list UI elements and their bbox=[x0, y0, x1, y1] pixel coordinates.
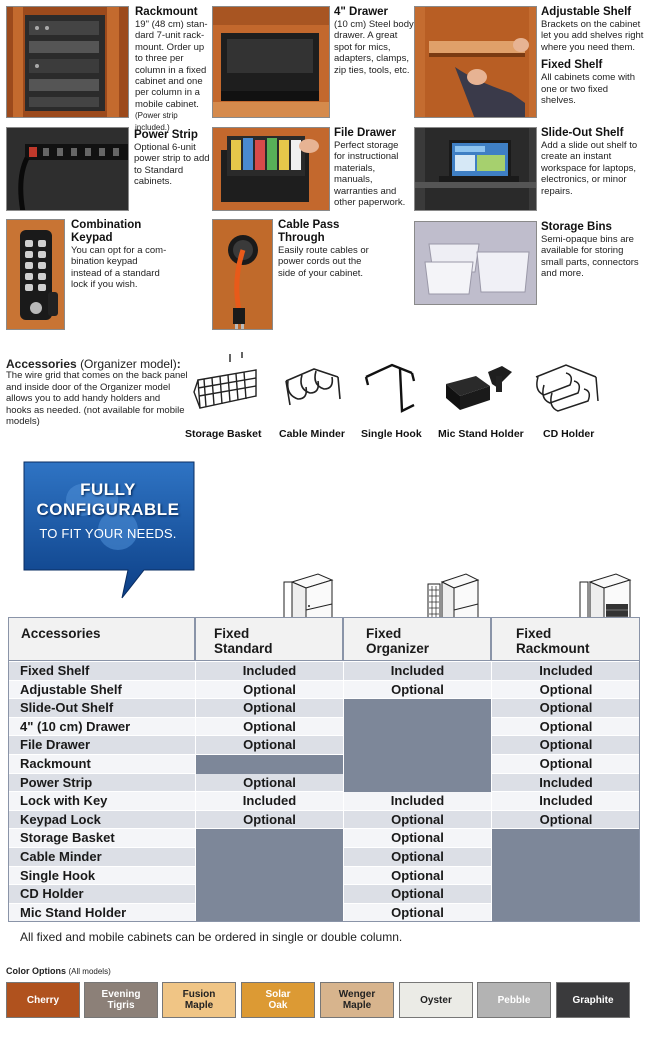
table-cell bbox=[343, 699, 491, 718]
table-row-label: Slide-Out Shelf bbox=[8, 699, 195, 718]
color-swatch-graphite: Graphite bbox=[556, 982, 630, 1018]
color-swatch-cherry: Cherry bbox=[6, 982, 80, 1018]
table-row-label: File Drawer bbox=[8, 736, 195, 755]
table-cell: Included bbox=[195, 662, 343, 681]
table-cell bbox=[491, 885, 640, 904]
power-strip-description: Power Strip Optional 6-unit power strip to add to Standard cabinets. bbox=[134, 129, 212, 188]
table-cell: Optional bbox=[195, 774, 343, 793]
table-cell: Optional bbox=[195, 736, 343, 755]
table-row-label: Single Hook bbox=[8, 867, 195, 886]
accessories-organizer-title: Accessories (Organizer model): bbox=[6, 357, 181, 371]
table-row-label: Power Strip bbox=[8, 774, 195, 793]
cable-pass-photo bbox=[212, 219, 273, 330]
table-row-label: 4" (10 cm) Drawer bbox=[8, 718, 195, 737]
keypad-description: Combination Keypad You can opt for a com-bination keypad instead of a standard lock if you wish. bbox=[71, 219, 167, 291]
table-row-label: Storage Basket bbox=[8, 829, 195, 848]
banner-tagline: TO FIT YOUR NEEDS. bbox=[39, 526, 177, 541]
table-cell: Included bbox=[343, 662, 491, 681]
table-cell bbox=[343, 774, 491, 793]
table-cell: Optional bbox=[343, 885, 491, 904]
file-drawer-title: File Drawer bbox=[334, 127, 396, 139]
table-cell bbox=[491, 867, 640, 886]
mic-stand-holder-label: Mic Stand Holder bbox=[438, 428, 524, 440]
table-row-label: CD Holder bbox=[8, 885, 195, 904]
single-hook-illustration bbox=[360, 355, 420, 419]
keypad-photo bbox=[6, 219, 65, 330]
slide-out-shelf-description: Slide-Out Shelf Add a slide out shelf to create an instant workspace for laptops, electronics, or minor repairs. bbox=[541, 127, 645, 197]
table-cell: Optional bbox=[195, 718, 343, 737]
cable-pass-title: Cable Pass Through bbox=[278, 219, 340, 244]
table-cell: Optional bbox=[491, 811, 640, 830]
file-drawer-photo bbox=[212, 127, 330, 211]
cable-pass-description: Cable Pass Through Easily route cables or power cords out the side of your cabinet. bbox=[278, 219, 369, 279]
table-cell bbox=[491, 848, 640, 867]
adjustable-shelf-description: Adjustable Shelf Brackets on the cabinet let you add shelves right where you need them. Fixed Shelf All cabinets come with one or two fixed shelves. bbox=[541, 6, 644, 107]
table-cell: Included bbox=[491, 774, 640, 793]
table-row-label: Keypad Lock bbox=[8, 811, 195, 830]
table-cell: Optional bbox=[343, 811, 491, 830]
table-cell: Optional bbox=[343, 904, 491, 923]
table-cell bbox=[195, 867, 343, 886]
table-row-label: Mic Stand Holder bbox=[8, 904, 195, 923]
storage-basket-label: Storage Basket bbox=[185, 428, 262, 440]
fixed-shelf-description: All cabinets come with one or two fixed shelves. bbox=[541, 72, 635, 107]
table-cell bbox=[195, 848, 343, 867]
table-cell bbox=[343, 718, 491, 737]
banner-headline: FULLY CONFIGURABLE bbox=[36, 480, 180, 519]
table-cell bbox=[491, 829, 640, 848]
table-cell: Optional bbox=[491, 718, 640, 737]
storage-basket-illustration bbox=[190, 350, 264, 420]
color-swatch-evening-tigris: Evening Tigris bbox=[84, 982, 158, 1018]
table-cell: Optional bbox=[491, 755, 640, 774]
table-row-label: Lock with Key bbox=[8, 792, 195, 811]
adjustable-shelf-photo bbox=[414, 6, 537, 118]
table-cell: Optional bbox=[491, 736, 640, 755]
footnote: All fixed and mobile cabinets can be ordered in single or double column. bbox=[20, 930, 403, 944]
table-cell bbox=[195, 885, 343, 904]
mic-stand-holder-illustration bbox=[442, 362, 518, 418]
table-cell bbox=[343, 736, 491, 755]
slide-out-shelf-photo bbox=[414, 127, 537, 211]
color-options-title: Color Options (All models) bbox=[6, 966, 111, 976]
fully-configurable-banner bbox=[22, 460, 198, 600]
drawer-description: 4" Drawer (10 cm) Steel body drawer. A great spot for mics, adapters, clamps, zip ties, tools, etc. bbox=[334, 6, 414, 76]
table-row-label: Rackmount bbox=[8, 755, 195, 774]
table-cell bbox=[195, 829, 343, 848]
table-cell: Optional bbox=[491, 699, 640, 718]
rackmount-photo bbox=[6, 6, 129, 118]
table-cell: Included bbox=[343, 792, 491, 811]
keypad-title: Combination Keypad bbox=[71, 219, 142, 244]
table-cell: Optional bbox=[343, 848, 491, 867]
table-cell: Included bbox=[195, 792, 343, 811]
color-swatch-oyster: Oyster bbox=[399, 982, 473, 1018]
table-cell: Optional bbox=[343, 829, 491, 848]
color-swatch-pebble: Pebble bbox=[477, 982, 551, 1018]
power-strip-photo bbox=[6, 127, 129, 211]
storage-bins-title: Storage Bins bbox=[541, 221, 612, 233]
table-header-fixed-organizer: Fixed Organizer bbox=[343, 617, 491, 661]
adjustable-shelf-title: Adjustable Shelf bbox=[541, 6, 632, 18]
table-cell: Included bbox=[491, 662, 640, 681]
table-row-label: Cable Minder bbox=[8, 848, 195, 867]
table-header-accessories: Accessories bbox=[8, 617, 195, 661]
power-strip-title: Power Strip bbox=[134, 129, 198, 141]
table-cell bbox=[195, 904, 343, 923]
table-header-fixed-standard: Fixed Standard bbox=[195, 617, 343, 661]
table-cell: Optional bbox=[195, 811, 343, 830]
cable-minder-label: Cable Minder bbox=[279, 428, 345, 440]
slide-out-shelf-title: Slide-Out Shelf bbox=[541, 127, 624, 139]
table-cell bbox=[343, 755, 491, 774]
accessories-organizer-intro bbox=[6, 359, 188, 427]
table-cell: Optional bbox=[343, 681, 491, 700]
drawer-photo bbox=[212, 6, 330, 118]
color-swatch-fusion-maple: Fusion Maple bbox=[162, 982, 236, 1018]
rackmount-title: Rackmount bbox=[135, 6, 198, 18]
fixed-shelf-title: Fixed Shelf bbox=[541, 59, 603, 72]
table-cell: Optional bbox=[343, 867, 491, 886]
color-swatch-solar-oak: Solar Oak bbox=[241, 982, 315, 1018]
table-cell bbox=[491, 904, 640, 923]
table-cell: Included bbox=[491, 792, 640, 811]
color-swatch-wenger-maple: Wenger Maple bbox=[320, 982, 394, 1018]
table-cell bbox=[195, 755, 343, 774]
table-cell: Optional bbox=[195, 681, 343, 700]
table-row-label: Fixed Shelf bbox=[8, 662, 195, 681]
cd-holder-illustration bbox=[530, 355, 602, 419]
storage-bins-photo bbox=[414, 221, 537, 305]
rackmount-description: Rackmount 19" (48 cm) stan-dard 7-unit rack-mount. Order up to three per column in a fixed cabinet and one per column in a mobile cabinet. (Power strip included.) bbox=[135, 6, 213, 133]
table-cell: Optional bbox=[195, 699, 343, 718]
table-row-label: Adjustable Shelf bbox=[8, 681, 195, 700]
file-drawer-description: File Drawer Perfect storage for instructional materials, manuals, warranties and other paperwork. bbox=[334, 127, 412, 208]
cd-holder-label: CD Holder bbox=[543, 428, 595, 440]
cable-minder-illustration bbox=[280, 355, 344, 417]
single-hook-label: Single Hook bbox=[361, 428, 422, 440]
drawer-title: 4" Drawer bbox=[334, 6, 389, 18]
accessories-organizer-body: The wire grid that comes on the back panel and inside door of the Organizer model allows you to add handy holders and hooks as needed. (not available for mobile models) bbox=[6, 370, 188, 428]
table-header-fixed-rackmount: Fixed Rackmount bbox=[491, 617, 640, 661]
table-cell: Optional bbox=[491, 681, 640, 700]
storage-bins-description: Storage Bins Semi-opaque bins are available for storing small parts, connectors and more. bbox=[541, 221, 645, 280]
